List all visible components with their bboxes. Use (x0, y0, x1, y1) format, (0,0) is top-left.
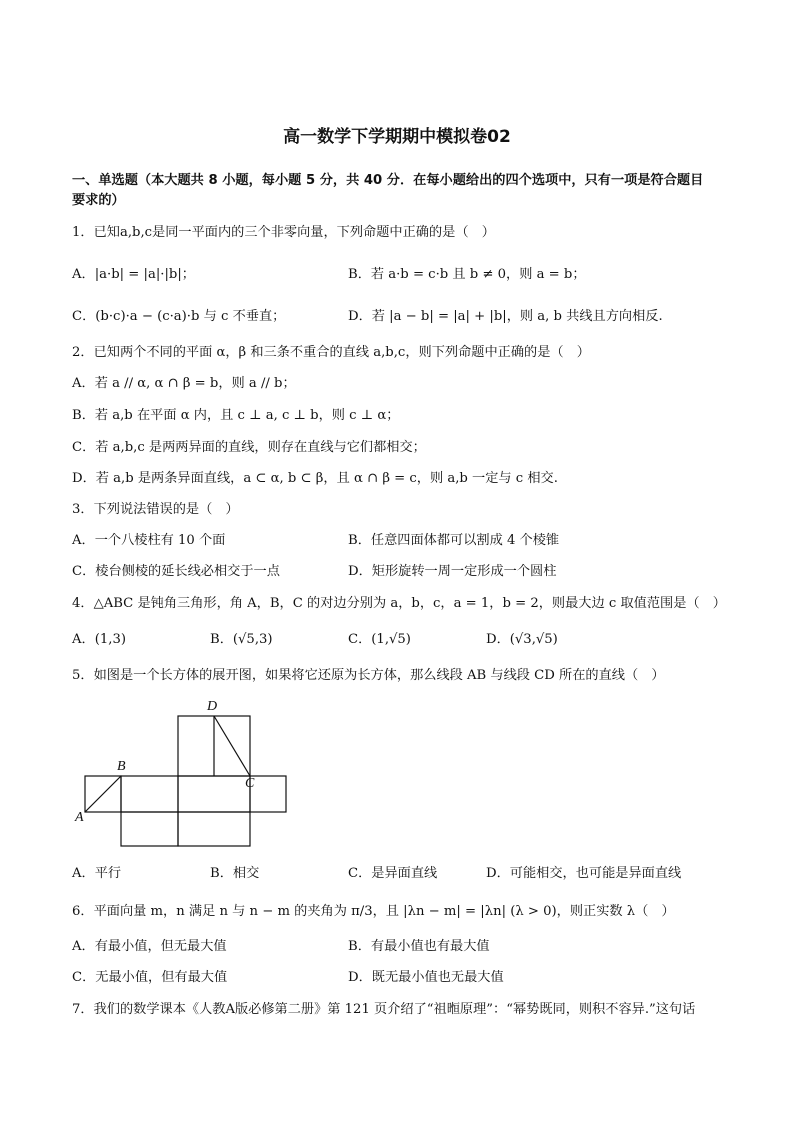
q6-option-c: C．无最小值，但有最大值 (72, 970, 228, 985)
q1-option-d: D．若 |a − b| = |a| + |b|，则 a, b 共线且方向相反. (348, 309, 663, 324)
q6-option-b: B．有最小值也有最大值 (348, 939, 490, 954)
q6-option-d: D．既无最小值也无最大值 (348, 970, 504, 985)
section-heading-cont: 要求的） (72, 193, 125, 208)
q1-stem: 1．已知a,b,c是同一平面内的三个非零向量，下列命题中正确的是（ ） (72, 225, 495, 240)
section-heading: 一、单选题（本大题共 8 小题，每小题 5 分，共 40 分．在每小题给出的四个选项中，只有一项是符合题目 (72, 173, 704, 188)
q3-option-d: D．矩形旋转一周一定形成一个圆柱 (348, 564, 557, 579)
q7-stem: 7．我们的数学课本《人教A版必修第二册》第 121 页介绍了“祖暅原理”：“幂势既同，则积不容异.”这句话 (72, 1002, 696, 1017)
q1-option-a: A．|a·b| = |a|·|b|； (72, 267, 195, 282)
q4-option-b: B．(√5,3) (210, 632, 273, 647)
net-label-c: C (245, 776, 255, 791)
q3-stem: 3．下列说法错误的是（ ） (72, 502, 239, 517)
q4-option-c: C．(1,√5) (348, 632, 411, 647)
q1-option-c: C．(b·c)·a − (c·a)·b 与 c 不垂直； (72, 309, 286, 324)
q3-option-b: B．任意四面体都可以割成 4 个棱锥 (348, 533, 560, 548)
q5-option-a: A．平行 (72, 866, 122, 881)
q2-option-c: C．若 a,b,c 是两两异面的直线，则存在直线与它们都相交； (72, 440, 426, 455)
q4-option-a: A．(1,3) (72, 632, 126, 647)
page-title: 高一数学下学期期中模拟卷02 (283, 127, 511, 147)
q5-option-d: D．可能相交，也可能是异面直线 (486, 866, 682, 881)
q1-option-b: B．若 a·b = c·b 且 b ≠ 0，则 a = b； (348, 267, 586, 282)
q2-option-d: D．若 a,b 是两条异面直线，a ⊂ α, b ⊂ β，且 α ∩ β = c，则 a,b 一定与 c 相交. (72, 471, 558, 486)
q6-option-a: A．有最小值，但无最大值 (72, 939, 227, 954)
q5-stem: 5．如图是一个长方体的展开图，如果将它还原为长方体，那么线段 AB 与线段 CD 所在的直线（ ） (72, 668, 665, 683)
q3-option-c: C．棱台侧棱的延长线必相交于一点 (72, 564, 280, 579)
q2-option-a: A．若 a // α, α ∩ β = b，则 a // b； (72, 376, 296, 391)
net-label-d: D (207, 699, 218, 714)
q6-stem: 6．平面向量 m，n 满足 n 与 n − m 的夹角为 π/3，且 |λn − m| = |λn| (λ > 0)，则正实数 λ（ ） (72, 904, 675, 919)
q2-option-b: B．若 a,b 在平面 α 内，且 c ⊥ a, c ⊥ b，则 c ⊥ α； (72, 408, 400, 423)
q3-option-a: A．一个八棱柱有 10 个面 (72, 533, 226, 548)
q5-option-c: C．是异面直线 (348, 866, 438, 881)
q4-stem: 4．△ABC 是钝角三角形，角 A，B，C 的对边分别为 a，b，c，a = 1，b = 2，则最大边 c 取值范围是（ ） (72, 596, 726, 611)
q5-option-b: B．相交 (210, 866, 260, 881)
q4-option-d: D．(√3,√5) (486, 632, 558, 647)
net-label-a: A (75, 810, 84, 825)
q2-stem: 2．已知两个不同的平面 α，β 和三条不重合的直线 a,b,c，则下列命题中正确的是（ ） (72, 345, 590, 360)
net-label-b: B (117, 759, 126, 774)
